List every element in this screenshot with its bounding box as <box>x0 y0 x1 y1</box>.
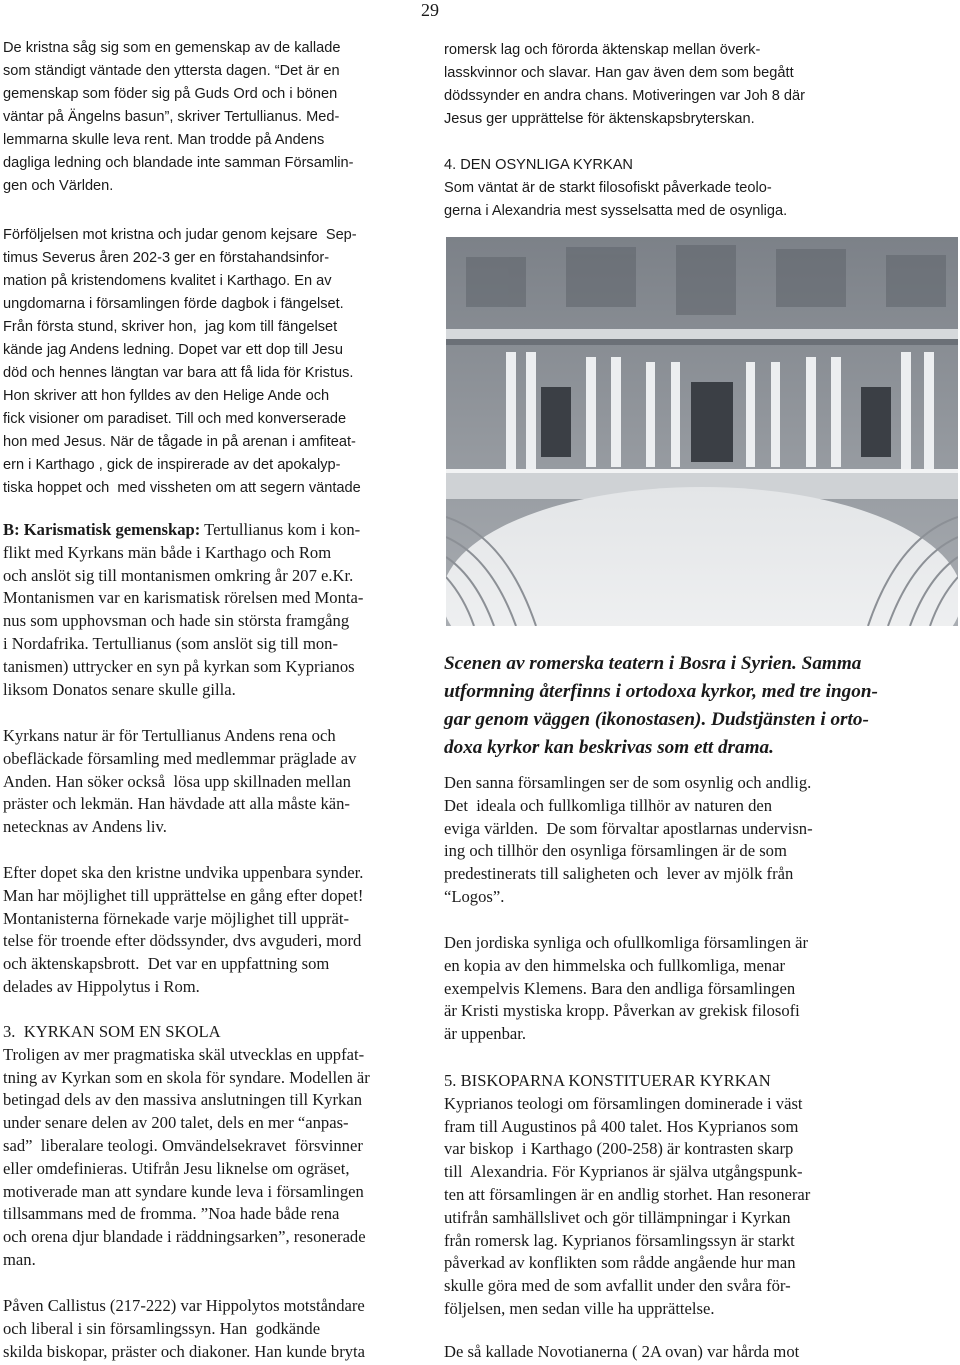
left-paragraph-7: Påven Callistus (217-222) var Hippolytos motståndare och liberal i sin församlingssyn. Han godkände skilda biskopar, präster och diakoner. Han kunde bryta <box>3 1296 365 1361</box>
page-number: 29 <box>421 0 439 20</box>
section-4-paragraph: 4. DEN OSYNLIGA KYRKAN Som väntat är de starkt filosofiskt påverkade teolo- gerna i Alexandria mest sysselsatta med de osynliga. <box>444 157 788 219</box>
photo-caption: Scenen av romerska teatern i Bosra i Syrien. Samma utformning återfinns i ortodoxa kyrkor, med tre ingon- gar genom väggen (ikonostasen). Dudstjänsten i orto- doxa kyrkor kan beskrivas som ett drama. <box>444 653 878 758</box>
section-b-heading: B: Karismatisk gemenskap: <box>3 520 201 539</box>
right-paragraph-4: Den jordiska synliga och ofullkomliga församlingen är en kopia av den himmelska och fullkomliga, menar exempelvis Klemens. Bara den andliga församlingen är Kristi mystiska kropp. Påverkan av grekisk filosofi är uppenbar. <box>444 933 809 1044</box>
section-3-paragraph: 3. KYRKAN SOM EN SKOLA Troligen av mer pragmatiska skäl utvecklas en uppfat- tning av Kyrkan som en skola för syndare. Modellen är betingad dels av den massiva anslutningen till Kyrkan under senare delen av 200 talet, dels en mer “anpas- sad” liberalare teologi. Omvändelsekravet försvinner eller omdefinieras. Utifrån Jesu liknelse om ogräset, motiverade man att syndare kunde leva i församlingen tillsammans med de fromma. ”Noa hade både rena och orena djur blandade i räddningsarken”, resonerade man. <box>3 1022 370 1269</box>
right-paragraph-1: romersk lag och förorda äktenskap mellan överk- lasskvinnor och slavar. Han gav även dem som begått dödssynder en andra chans. Motiveringen var Joh 8 där Jesus ger upprättelse för äktenskapsbryterskan. <box>444 42 806 127</box>
left-paragraph-3 <box>3 519 363 701</box>
section-b-text: Tertullianus kom i kon- flikt med Kyrkans män både i Karthago och Rom och anslöt sig till montanismen omkring år 207 e.Kr. Montanismen var en karismatisk rörelsen med Monta- nus som upphovsman och hade sin största framgång i Nordafrika. Tertullianus (som anslöt sig till mon- tanismen) uttrycker en syn på kyrkan som Kyprianos liksom Donatos senare skulle gilla. <box>3 520 364 699</box>
bosra-theatre-photo <box>446 237 958 626</box>
right-paragraph-6: De så kallade Novotianerna ( 2A ovan) var hårda mot <box>444 1342 800 1361</box>
section-5-paragraph: 5. BISKOPARNA KONSTITUERAR KYRKAN Kyprianos teologi om församlingen dominerade i väst fram till Augustinos på 400 talet. Hos Kyprianos som var biskop i Karthago (200-258) är kontrasten skarp till Alexandria. För Kyprianos är själva utgångspunk- ten att församlingen är en andlig storhet. Han resonerar utifrån samhällslivet och gör tillämpningar i Kyrkan från romersk lag. Kyprianos församlingssyn är starkt påverkad av konflikten som rådde angående hur man skulle göra med de som avfallit under den svåra för- följelsen, men sedan ville ha upprättelse. <box>444 1071 811 1318</box>
right-paragraph-3: Den sanna församlingen ser de som osynlig och andlig. Det ideala och fullkomliga tillhör av naturen den eviga världen. De som förvaltar apostlarnas undervisn- ing och tillhör den osynliga församlingen är de som predestinerats till saligheten och lever av mjölk från “Logos”. <box>444 773 813 906</box>
left-paragraph-5: Efter dopet ska den kristne undvika uppenbara synder. Man har möjlighet till upprättelse en gång efter dopet! Montanisterna förnekade varje möjlighet till upprät- telse för troende efter dödssynder, dvs avguderi, mord och äktenskapsbrott. Det var en uppfattning som delades av Hippolytus i Rom. <box>3 863 364 996</box>
left-paragraph-1: De kristna såg sig som en gemenskap av de kallade som ständigt väntade den yttersta dagen. “Det är en gemenskap som föder sig på Guds Ord och i bönen väntar på Ängelns basun”, skriver Tertullianus. Med- lemmarna skulle leva rent. Man trodde på Andens dagliga ledning och blandade inte samman Församlin- gen och Världen. <box>3 40 354 194</box>
left-paragraph-4: Kyrkans natur är för Tertullianus Andens rena och obefläckade församling med medlemmar präglade av Anden. Han söker också lösa upp skillnaden mellan präster och lekmän. Han hävdade att alla måste kän- netecknas av Andens liv. <box>3 726 357 837</box>
left-paragraph-2: Förföljelsen mot kristna och judar genom kejsare Sep- timus Severus åren 202-3 ger en förstahandsinfor- mation på kristendomens kvalitet i Karthago. En av ungdomarna i församlingen förde dagbok i fängelset. Från första stund, skriver hon, jag kom till fängelset kände jag Andens ledning. Dopet var ett dop till Jesu död och hennes längtan var bara att få lida för Kristus. Hon skriver att hon fylldes av den Helige Ande och fick visioner om paradiset. Till och med konverserade hon med Jesus. När de tågade in på arenan i amfiteat- ern i Karthago , gick de inspirerade av det apokalyp- tiska hoppet och med vissheten om att segern väntade <box>3 227 361 496</box>
